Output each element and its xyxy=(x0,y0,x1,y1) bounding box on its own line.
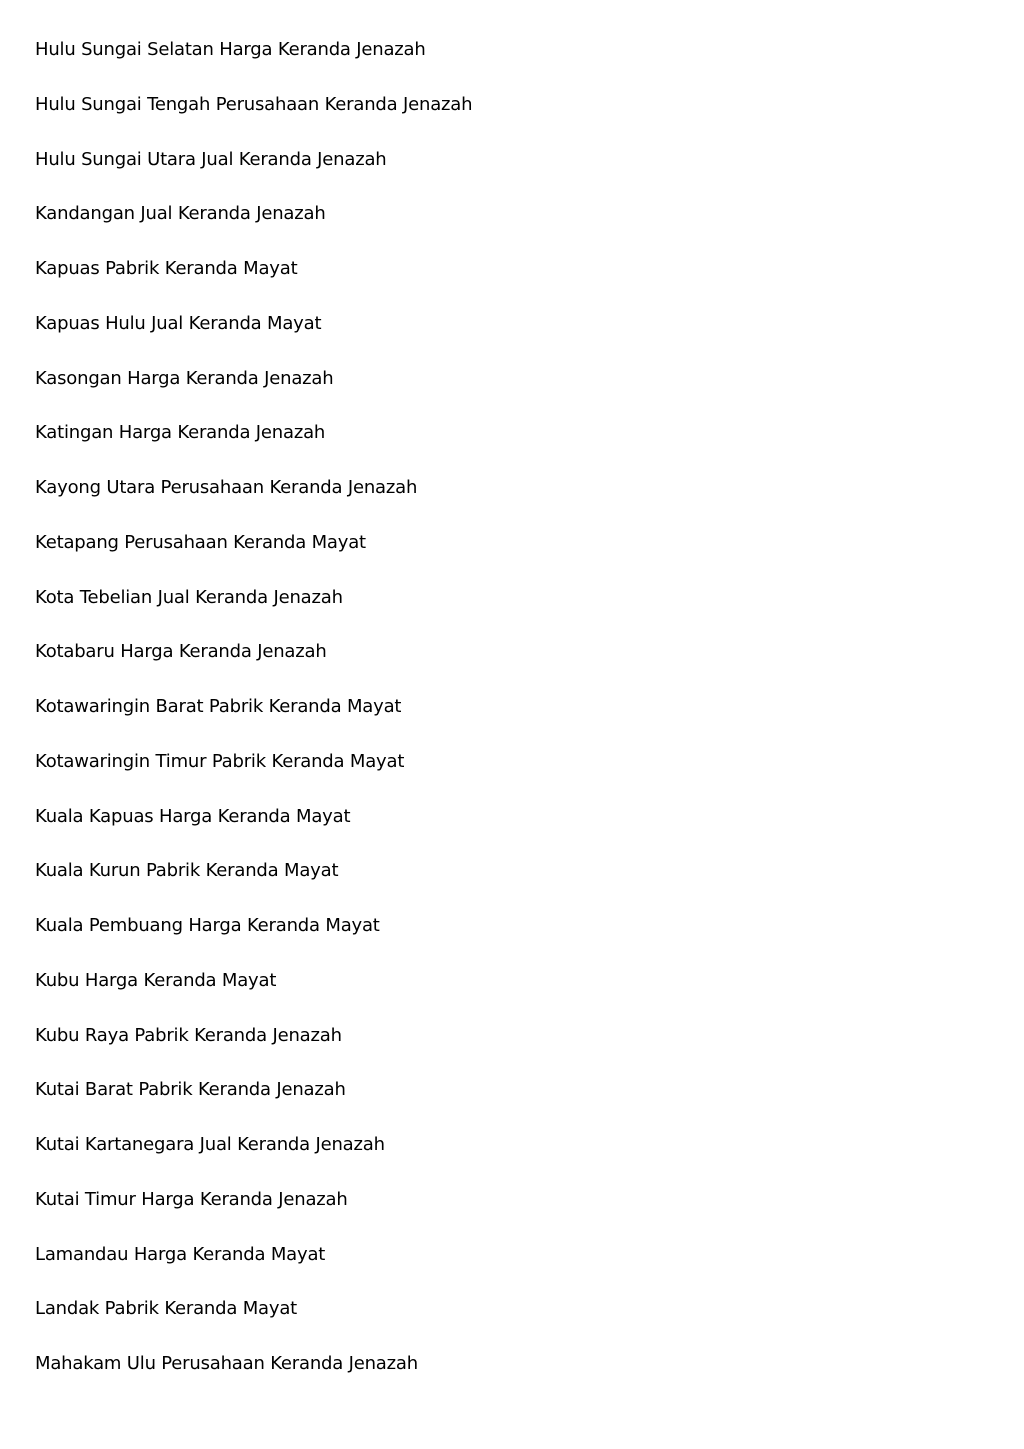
list-item: Kotawaringin Timur Pabrik Keranda Mayat xyxy=(35,750,405,772)
list-item: Kapuas Pabrik Keranda Mayat xyxy=(35,258,298,279)
list-item: Kubu Raya Pabrik Keranda Jenazah xyxy=(35,1024,342,1046)
list-item: Kota Tebelian Jual Keranda Jenazah xyxy=(35,586,343,608)
list-item: Kuala Kapuas Harga Keranda Mayat xyxy=(35,805,351,827)
list-item: Kuala Pembuang Harga Keranda Mayat xyxy=(35,915,380,936)
list-item: Kayong Utara Perusahaan Keranda Jenazah xyxy=(35,477,418,498)
list-item: Kutai Timur Harga Keranda Jenazah xyxy=(35,1188,348,1210)
list-item: Lamandau Harga Keranda Mayat xyxy=(35,1243,326,1265)
list-item: Mahakam Ulu Perusahaan Keranda Jenazah xyxy=(35,1353,418,1374)
list-item: Kasongan Harga Keranda Jenazah xyxy=(35,367,334,389)
list-item: Kandangan Jual Keranda Jenazah xyxy=(35,203,326,225)
entry-list xyxy=(35,37,472,1406)
list-item: Hulu Sungai Selatan Harga Keranda Jenazah xyxy=(35,39,426,60)
list-item: Kapuas Hulu Jual Keranda Mayat xyxy=(35,312,322,334)
list-item: Kuala Kurun Pabrik Keranda Mayat xyxy=(35,860,339,882)
list-item: Ketapang Perusahaan Keranda Mayat xyxy=(35,531,366,553)
list-item: Kutai Kartanegara Jual Keranda Jenazah xyxy=(35,1134,385,1155)
list-item: Kubu Harga Keranda Mayat xyxy=(35,969,277,991)
list-item: Landak Pabrik Keranda Mayat xyxy=(35,1298,298,1320)
list-item: Kutai Barat Pabrik Keranda Jenazah xyxy=(35,1079,346,1101)
list-item: Hulu Sungai Utara Jual Keranda Jenazah xyxy=(35,148,387,170)
list-item: Kotabaru Harga Keranda Jenazah xyxy=(35,641,327,663)
list-item: Hulu Sungai Tengah Perusahaan Keranda Jenazah xyxy=(35,93,473,115)
list-item: Kotawaringin Barat Pabrik Keranda Mayat xyxy=(35,696,402,717)
list-item: Katingan Harga Keranda Jenazah xyxy=(35,422,326,444)
